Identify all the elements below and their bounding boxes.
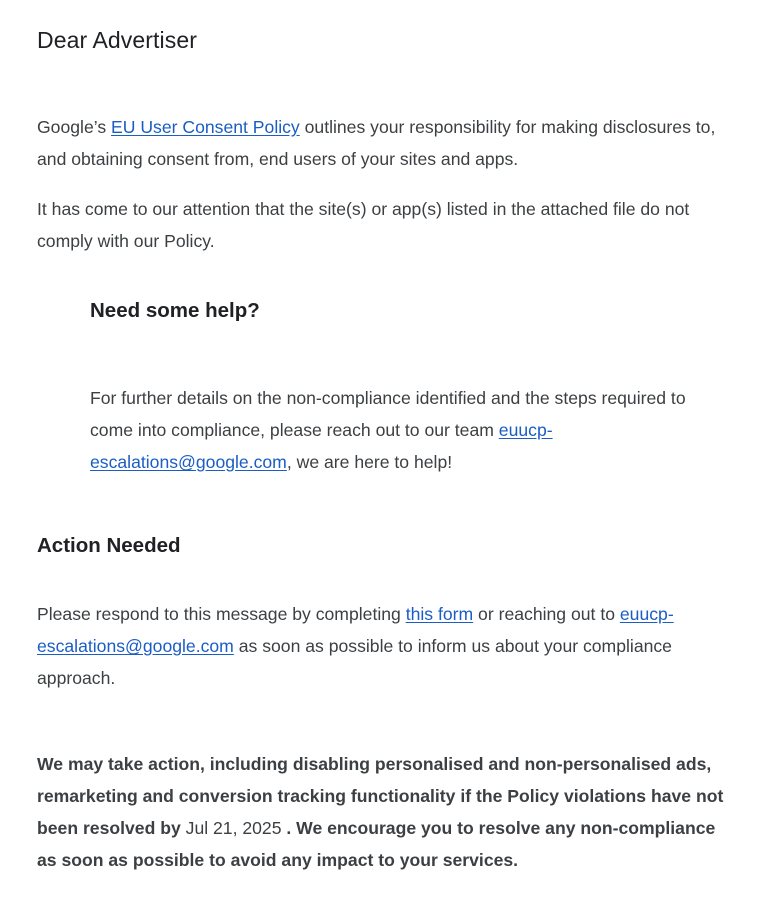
warning-suffix: . We encourage you to resolve any non-compliance as soon as possible to avoid any impact to your services. (37, 818, 716, 870)
help-title: Need some help? (90, 299, 260, 322)
warning-paragraph (37, 748, 737, 876)
help-email-link[interactable]: euucp-escalations@google.com (90, 420, 553, 472)
action-paragraph (37, 598, 732, 694)
notice-paragraph: It has come to our attention that the site(s) or app(s) listed in the attached file do not comply with our Policy. (37, 199, 690, 251)
action-email-link[interactable]: euucp-escalations@google.com (37, 604, 674, 656)
deadline-date: Jul 21, 2025 (185, 818, 282, 838)
action-middle: or reaching out to (473, 604, 620, 624)
policy-link[interactable]: EU User Consent Policy (111, 117, 300, 137)
help-prefix: For further details on the non-compliance identified and the steps required to come into compliance, please reach out to our team (90, 388, 686, 440)
help-suffix: , we are here to help! (286, 452, 453, 472)
form-link[interactable]: this form (405, 604, 474, 624)
action-suffix: as soon as possible to inform us about your compliance approach. (37, 636, 672, 688)
greeting-heading: Dear Advertiser (37, 27, 198, 53)
action-prefix: Please respond to this message by completing (37, 604, 406, 624)
intro-suffix: outlines your responsibility for making disclosures to, and obtaining consent from, end users of your sites and apps. (37, 117, 716, 169)
action-title: Action Needed (37, 534, 181, 557)
warning-prefix: We may take action, including disabling personalised and non-personalised ads, remarketing and conversion tracking functionality if the Policy violations have not been resolved by (37, 754, 724, 838)
intro-prefix: Google’s (37, 117, 112, 137)
intro-paragraph (37, 111, 732, 175)
help-paragraph (90, 382, 690, 478)
